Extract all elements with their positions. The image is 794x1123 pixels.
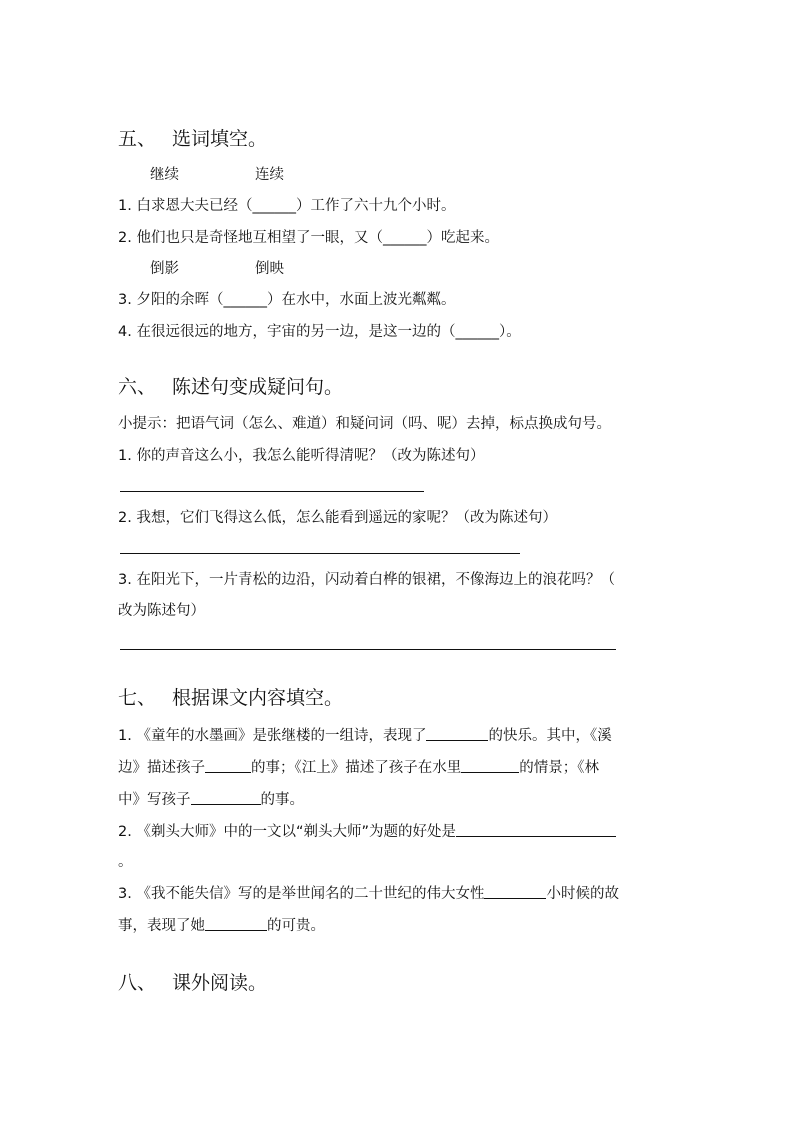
s6-question-3-line-b: 改为陈述句）	[118, 603, 205, 619]
s7-line-5: 。	[118, 854, 133, 870]
s7-l3-text-b: 的事。	[260, 792, 304, 808]
s7-blank-5[interactable]	[456, 822, 616, 837]
s7-blank-1[interactable]	[426, 726, 488, 741]
s6-answer-line-3[interactable]	[120, 649, 616, 650]
section-6-number: 六、	[118, 376, 157, 398]
s7-l2-text-b: 的事；《江上》描述了孩子在水里	[251, 760, 462, 776]
s5-q1-text-a: 1. 白求恩大夫已经（	[118, 198, 253, 214]
section-7-number: 七、	[118, 687, 157, 709]
word-option-2b: 倒映	[255, 261, 284, 277]
s7-blank-3[interactable]	[461, 758, 519, 773]
s7-blank-4[interactable]	[191, 790, 261, 805]
s6-answer-line-2[interactable]	[120, 553, 520, 554]
s7-line-1	[118, 726, 612, 746]
s7-l1-text-b: 的快乐。其中，《溪	[488, 728, 612, 744]
s6-hint: 小提示：把语气词（怎么、难道）和疑问词（吗、呢）去掉，标点换成句号。	[118, 416, 611, 432]
s6-answer-line-1[interactable]	[120, 491, 424, 492]
s7-l2-text-a: 边》描述孩子	[118, 760, 205, 776]
s7-blank-2[interactable]	[205, 758, 251, 773]
section-6-heading	[118, 374, 343, 400]
section-6-title: 陈述句变成疑问句。	[172, 376, 344, 398]
s5-q3-text-b: ）在水中，水面上波光粼粼。	[266, 292, 456, 308]
s5-q3-blank[interactable]: ______	[223, 292, 267, 308]
s7-line-4	[118, 822, 616, 842]
s5-q2-text-a: 2. 他们也只是奇怪地互相望了一眼，又（	[118, 230, 383, 246]
section-8-title: 课外阅读。	[172, 972, 268, 994]
s7-line-3	[118, 790, 304, 810]
section-5-heading	[118, 126, 267, 152]
s5-question-2	[118, 228, 499, 248]
word-option-2a: 倒影	[150, 261, 179, 277]
s7-blank-6[interactable]	[484, 884, 546, 899]
s5-q4-text-a: 4. 在很远很远的地方，宇宙的另一边，是这一边的（	[118, 324, 456, 340]
s6-question-2: 2. 我想，它们飞得这么低，怎么能看到遥远的家呢？（改为陈述句）	[118, 510, 557, 526]
s5-q2-blank[interactable]: ______	[382, 230, 427, 246]
s7-blank-7[interactable]	[205, 916, 267, 931]
s7-line-6	[118, 884, 619, 904]
section-7-heading	[118, 685, 343, 711]
s7-l1-text-a: 1. 《童年的水墨画》是张继楼的一组诗，表现了	[118, 728, 427, 744]
word-option-1a: 继续	[150, 167, 179, 183]
s7-l7-text-a: 事，表现了她	[118, 918, 205, 934]
word-option-1b: 连续	[255, 167, 284, 183]
section-8-number: 八、	[118, 972, 157, 994]
section-5-title: 选词填空。	[172, 128, 268, 150]
s7-line-7	[118, 916, 325, 936]
s5-q1-text-b: ）工作了六十九个小时。	[295, 198, 456, 214]
s7-l3-text-a: 中》写孩子	[118, 792, 191, 808]
s6-question-3-line-a: 3. 在阳光下，一片青松的边沿，闪动着白桦的银裙，不像海边上的浪花吗？（	[118, 572, 615, 588]
s5-question-3	[118, 290, 455, 310]
s7-l2-text-c: 的情景；《林	[519, 760, 599, 776]
s7-l4-text-a: 2. 《剃头大师》中的一文以“剃头大师”为题的好处是	[118, 824, 456, 840]
s5-q4-text-b: ）。	[498, 324, 521, 340]
s7-line-2	[118, 758, 599, 778]
s5-q2-text-b: ）吃起来。	[426, 230, 499, 246]
s5-q3-text-a: 3. 夕阳的余晖（	[118, 292, 224, 308]
s5-question-1	[118, 196, 455, 216]
s5-q1-blank[interactable]: ______	[252, 198, 296, 214]
section-7-title: 根据课文内容填空。	[172, 687, 344, 709]
s7-l6-text-a: 3. 《我不能失信》写的是举世闻名的二十世纪的伟大女性	[118, 886, 485, 902]
s6-question-1: 1. 你的声音这么小，我怎么能听得清呢？（改为陈述句）	[118, 448, 485, 464]
s5-q4-blank[interactable]: ______	[455, 324, 499, 340]
section-5-number: 五、	[118, 128, 157, 150]
s5-question-4	[118, 322, 521, 342]
s7-l7-text-b: 的可贵。	[267, 918, 325, 934]
s7-l6-text-b: 小时候的故	[546, 886, 619, 902]
section-8-heading	[118, 970, 267, 996]
